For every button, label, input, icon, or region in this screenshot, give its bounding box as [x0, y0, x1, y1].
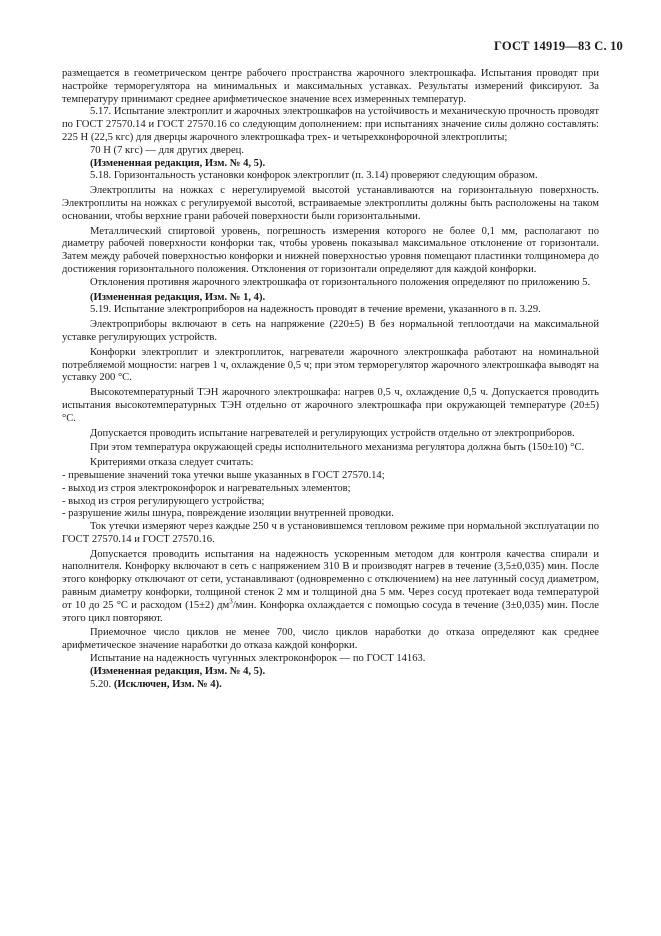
paragraph-tray-deviation: Отклонения противня жарочного электрошкафа от горизонтального положения определяют по приложению 5. — [90, 276, 591, 288]
clause-5-19: 5.19. Испытание электроприборов на надежность проводят в течение времени, указанного в п. 3.29. — [90, 304, 541, 316]
list-item: - выход из строя регулирующего устройства; — [62, 495, 265, 507]
paragraph-voltage: Электроприборы включают в сеть на напряжение (220±5) В без нормальной теплоотдачи на максимальной уставке регулирующих устройств. — [62, 319, 599, 343]
amendment-note: (Измененная редакция, Изм. № 4, 5). — [90, 665, 266, 677]
clause-number: 5.20. — [90, 678, 112, 690]
amendment-note: (Измененная редакция, Изм. № 1, 4). — [90, 291, 266, 303]
document-body — [62, 68, 599, 691]
paragraph-burners-power: Конфорки электроплит и электроплиток, нагреватели жарочного электрошкафа работают на номинальной потребляемой мощности: нагрев 1 ч, охлаждение 0,5 ч; при этом терморегулятор жарочного электрошкафа выводят на уставку 200 °С. — [62, 346, 599, 384]
excluded-note: (Исключен, Изм. № 4). — [113, 678, 222, 690]
paragraph-ambient-temp: При этом температура окружающей среды исполнительного механизма регулятора должна быть (150±10) °С. — [90, 442, 585, 454]
paragraph-level-method: Металлический спиртовой уровень, погрешность измерения которого не более 0,1 мм, располагают по диаметру рабочей поверхности конфорки так, чтобы уровень показывал максимальное отклонение от горизонтали. Затем между рабочей поверхностью конфорки и нижней поверхностью уровня помещают пластинки толщиномера до достижения горизонтального положения. Отклонения от горизонтали определяют для каждой конфорки. — [62, 225, 599, 275]
paragraph-failure-criteria: Критериями отказа следует считать: — [90, 457, 254, 469]
list-item: - выход из строя электроконфорок и нагревательных элементов; — [62, 482, 351, 494]
list-item: - разрушение жилы шнура, повреждение изоляции внутренней проводки. — [62, 508, 394, 520]
clause-5-20 — [62, 679, 599, 692]
paragraph-leakage-current: Ток утечки измеряют через каждые 250 ч в установившемся тепловом режиме при нормальной эксплуатации по ГОСТ 27570.14 и ГОСТ 27570.16. — [62, 521, 599, 545]
paragraph-cast-iron: Испытание на надежность чугунных электроконфорок — по ГОСТ 14163. — [90, 653, 426, 665]
paragraph-high-temp-ten: Высокотемпературный ТЭН жарочного электрошкафа: нагрев 0,5 ч, охлаждение 0,5 ч. Допускается проводить испытания высокотемпературных ТЭН отдельно от жарочного электрошкафа при окружающей температуре (20±5) °С. — [62, 387, 599, 424]
paragraph-continuation: размещается в геометрическом центре рабочего пространства жарочного электрошкафа. Испытания проводят при настройке терморегулятора на минимальных и максимальных уставках. Результаты измерений фиксируют. За температуру принимают среднее арифметическое значение всех измеренных температур. — [62, 68, 599, 105]
list-item: - превышение значений тока утечки выше указанных в ГОСТ 27570.14; — [62, 469, 385, 481]
clause-5-18: 5.18. Горизонтальность установки конфорок электроплит (п. 3.14) проверяют следующим образом. — [90, 170, 538, 182]
paragraph-acceptance-cycles: Приемочное число циклов не менее 700, число циклов наработки до отказа определяют как среднее арифметическое значение наработки до отказа каждой конфорки. — [62, 627, 599, 652]
paragraph-accelerated-test — [62, 549, 599, 626]
page-header: ГОСТ 14919—83 С. 10 — [494, 39, 623, 53]
accelerated-test-text-end: /мин. Конфорка охлаждается с помощью сосуда в течение (3±0,035) мин. После этого цикл повторяют. — [62, 599, 600, 624]
accelerated-test-text: Допускается проводить испытания на надежность ускоренным методом для контроля качества спирали и наполнителя. Конфорку включают в сеть с напряжением 310 В и производят нагрев в течение (3,5±0,035) мин. После этого конфорку отключают от сети, устанавливают (одновременно с отключением) на нее латунный сосуд диаметром, равным диаметру конфорки, толщиной стенок 2 мм и толщиной дна 5 мм. Через сосуд протекает вода температурой от 10 до 25 °С и расходом (15±2) дм — [62, 548, 599, 611]
paragraph-door-force: 70 Н (7 кгс) — для других дверец. — [90, 144, 244, 156]
clause-5-17: 5.17. Испытание электроплит и жарочных электрошкафов на устойчивость и механическую прочность проводят по ГОСТ 27570.14 и ГОСТ 27570.16 со следующим дополнением: при испытаниях значение силы должно составлять: 225 Н (22,5 кгс) для дверцы жарочного электрошкафа трех- и четырехконфорочной электроплиты; — [62, 106, 599, 143]
superscript-3: 3 — [229, 597, 233, 606]
paragraph-horizontal-surface: Электроплиты на ножках с нерегулируемой высотой устанавливаются на горизонтальную поверхность. Электроплиты на ножках с регулируемой высотой, встраиваемые электроплиты должны быть расположены на таком основании, чтобы верхние грани рабочей поверхности были горизонтальными. — [62, 185, 599, 222]
amendment-note: (Измененная редакция, Изм. № 4, 5). — [90, 157, 266, 169]
paragraph-separate-testing: Допускается проводить испытание нагревателей и регулирующих устройств отдельно от электроприборов. — [90, 427, 575, 439]
